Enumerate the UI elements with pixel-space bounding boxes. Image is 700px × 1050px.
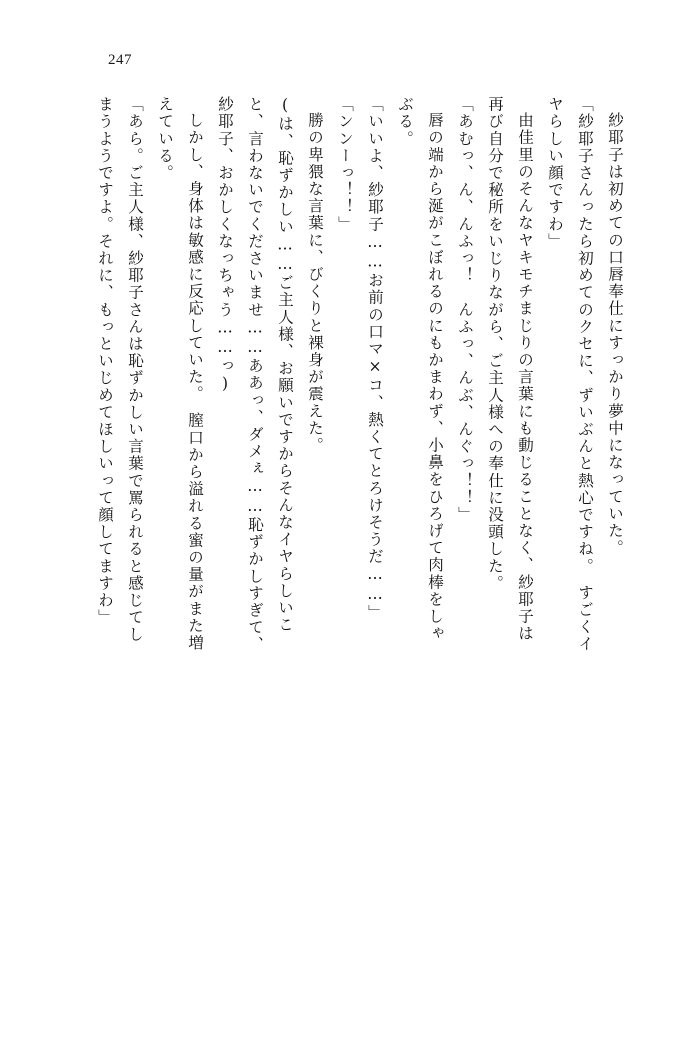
- paragraph-line: 勝の卑猥な言葉に、びくりと裸身が震えた。: [306, 111, 324, 454]
- paragraph-line: (は、恥ずかしい……ご主人様、お願いですからそんなイヤらしいこと、言わないでくださいませ……ああっ、ダメぇ……恥ずかしすぎて、紗耶子、おかしくなっちゃう……っ): [216, 96, 294, 654]
- paragraph-line: 「紗耶子さんったら初めてのクセに、ずいぶんと熱心ですね。 すごくイヤらしい顔ですわ」: [546, 96, 594, 653]
- body-text-vertical: [70, 96, 630, 656]
- paragraph-line: 「ンンーっ！！」: [336, 96, 354, 233]
- paragraph-line: しかし、身体は敏感に反応していた。 膣口から溢れる蜜の量がまた増えている。: [156, 96, 204, 651]
- paragraph-line: 由佳里のそんなヤキモチまじりの言葉にも動じることなく、紗耶子は再び自分で秘所をいじりながら、ご主人様への奉仕に没頭した。: [486, 96, 534, 642]
- page-number: 247: [108, 52, 132, 68]
- paragraph-line: 「あら。ご主人様、紗耶子さんは恥ずかしい言葉で罵られると感じてしまうようですよ。それに、もっといじめてほしいって顔してますわ」: [96, 96, 144, 644]
- paragraph-line: 「あむっ、ん、んふっ！ んふっ、んぶ、んぐっ！！」: [456, 96, 474, 524]
- paragraph-line: 「いいよ、紗耶子……お前の口マ×コ、熱くてとろけそうだ……」: [366, 96, 384, 622]
- paragraph-line: 紗耶子は初めての口唇奉仕にすっかり夢中になっていた。: [606, 111, 624, 557]
- paragraph-line: 唇の端から涎がこぼれるのにもかまわず、小鼻をひろげて肉棒をしゃぶる。: [396, 96, 444, 642]
